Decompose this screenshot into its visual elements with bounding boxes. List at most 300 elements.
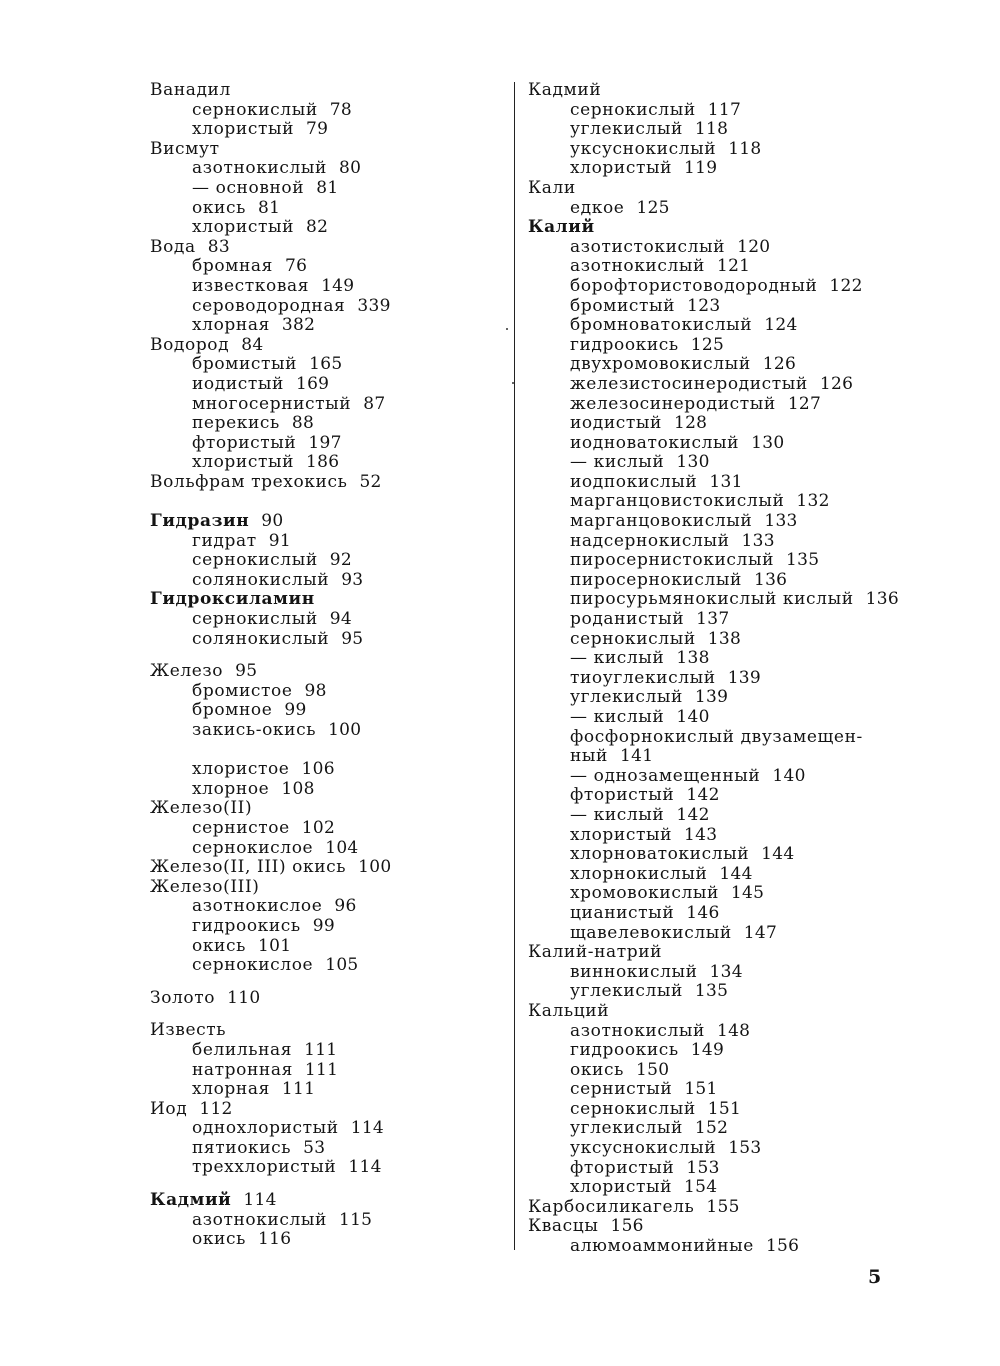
entry-term: Карбосиликагель [528,1196,695,1217]
entry-term: сернистое [192,817,290,838]
entry-page-ref: 133 [764,511,798,532]
entry-page-ref: 131 [709,471,743,492]
entry-term: бромное [192,700,273,721]
entry-page-ref: 118 [728,138,762,159]
entry-page-ref: 134 [709,961,743,982]
entry-term: уксуснокислый [570,1138,717,1159]
entry-page-ref: 118 [694,119,729,140]
index-heading [528,1217,888,1237]
index-subentry [150,1041,495,1061]
index-subentry [150,610,495,630]
entry-term: Кали [528,177,576,198]
entry-term: многосернистый [192,393,352,414]
index-subentry [528,982,888,1002]
entry-term: Известь [150,1020,227,1041]
entry-term: иодпокислый [570,471,698,492]
entry-page-ref: 81 [316,177,339,198]
entry-term: Железо(II) [150,798,253,819]
entry-term: окись [192,1229,246,1250]
entry-page-ref: 94 [329,609,353,630]
index-subentry [150,956,495,976]
entry-term: сернокислый [570,1098,696,1119]
entry-page-ref: 93 [341,569,364,590]
entry-term: хромовокислый [570,883,719,904]
entry-page-ref: 138 [707,628,742,649]
index-subentry [150,897,495,917]
entry-page-ref: 100 [358,857,392,878]
index-subentry [528,589,899,610]
entry-term: сернокислый [570,99,696,120]
index-subentry [150,434,495,454]
index-subentry [528,767,888,787]
entry-term: фтористый [192,432,297,453]
index-subentry [528,1159,888,1179]
entry-page-ref: 144 [761,844,795,865]
index-subentry [150,375,495,395]
index-subentry [528,512,888,532]
entry-page-ref: 150 [635,1059,670,1080]
index-subentry [528,257,888,277]
index-heading [150,878,495,898]
index-subentry [528,277,888,297]
entry-page-ref: 140 [676,707,710,727]
entry-term: солянокислый [192,569,330,590]
entry-term: бромная [192,256,273,277]
entry-term: углекислый [570,687,683,708]
entry-page-ref: 111 [304,1039,338,1060]
entry-page-ref: 88 [291,413,315,434]
entry-term: Калий-натрий [528,942,663,963]
entry-term: азотнокислый [570,256,705,277]
index-subentry [528,786,888,806]
entry-page-ref: 98 [304,680,327,701]
entry-term: пиросернистокислый [570,550,775,571]
index-subentry [150,917,495,937]
entry-page-ref: 126 [819,373,854,394]
entry-page-ref: 145 [730,883,765,904]
index-heading [150,1021,495,1041]
entry-page-ref: 101 [257,935,292,956]
entry-page-ref: 122 [829,275,863,296]
index-subentry [150,199,495,219]
index-heading [528,1002,888,1022]
entry-page-ref: 136 [753,569,788,590]
entry-term: едкое [570,197,625,218]
entry-page-ref: 114 [348,1157,382,1178]
entry-page-ref: 119 [684,158,718,179]
index-subentry [528,238,888,258]
entry-term: Водород [150,334,230,355]
index-subentry [528,316,888,336]
index-subentry [528,845,888,865]
print-speck [512,382,514,384]
entry-term: хлористый [192,217,295,238]
entry-term: железосинеродистый [570,393,776,414]
entry-term: азотнокислое [192,896,323,917]
entry-page-ref: 169 [295,373,330,394]
entry-term: азотистокислый [570,236,726,257]
entry-page-ref: 80 [338,158,362,179]
entry-page-ref: 110 [227,987,261,1008]
entry-term: хлористый [192,452,295,473]
entry-page-ref: 108 [281,778,315,799]
entry-term: хлорная [192,1079,270,1100]
entry-page-ref: 151 [684,1079,718,1100]
index-subentry [150,1061,495,1081]
entry-page-ref: 197 [308,432,342,453]
entry-page-ref: 141 [620,746,654,767]
entry-term: белильная [192,1039,293,1060]
entry-term: хлористое [192,759,290,780]
entry-term: Иод [150,1098,188,1119]
entry-page-ref: 96 [334,896,357,917]
print-speck [506,328,508,330]
entry-page-ref: 165 [309,354,343,375]
entry-page-ref: 146 [686,902,720,923]
index-subentry [528,297,888,317]
entry-term: Кальций [528,1000,610,1021]
entry-page-ref: 125 [690,334,725,355]
index-subentry [528,395,888,415]
entry-term: бромноватокислый [570,315,753,336]
index-subentry [150,1211,495,1231]
index-subentry [528,336,888,356]
entry-page-ref: 186 [306,452,340,473]
index-subentry [528,1100,888,1120]
entry-page-ref: 99 [284,700,307,721]
entry-term: гидроокись [570,1040,679,1061]
index-subentry [528,453,888,473]
index-subentry [528,924,888,944]
entry-term: сернокислое [192,955,314,976]
entry-page-ref: 102 [301,817,336,838]
entry-page-ref: 130 [676,452,710,473]
index-subentry [150,551,495,571]
index-subentry [528,865,888,885]
index-subentry [528,806,888,826]
index-subentry [150,297,495,317]
index-subentry [528,375,888,395]
entry-term: — кислый [570,707,665,727]
entry-term: алюмоаммонийные [570,1236,754,1257]
entry-term: гидроокись [570,334,679,355]
index-subentry [528,1022,888,1042]
index-heading [150,858,495,878]
entry-page-ref: 87 [363,393,386,414]
entry-term: треххлористый [192,1157,337,1178]
entry-term: азотнокислый [192,158,327,179]
index-subentry [150,277,495,297]
entry-term: гидрат [192,530,257,551]
entry-page-ref: 151 [707,1098,742,1119]
entry-term: Квасцы [528,1216,599,1237]
entry-term: хлористый [192,119,295,140]
entry-term: сернокислый [192,609,318,630]
entry-page-ref: 95 [341,628,364,649]
index-subentry [150,159,495,179]
page-number: 5 [868,1266,882,1288]
entry-term: двухромовокислый [570,354,751,375]
index-subentry [150,414,495,434]
entry-page-ref: 124 [764,315,798,336]
entry-page-ref: 136 [865,589,899,610]
entry-page-ref: 147 [743,922,778,943]
index-subentry [528,1061,888,1081]
entry-page-ref: 111 [304,1059,339,1080]
entry-term: однохлористый [192,1118,339,1139]
entry-term: — однозамещенный [570,765,761,786]
index-subentry [528,884,888,904]
entry-term: Калий [528,217,595,238]
index-subentry [528,610,888,630]
entry-term: бромистый [570,295,676,316]
entry-page-ref: 92 [329,550,353,571]
entry-term: Вольфрам трехокись [150,471,348,492]
entry-page-ref: 120 [737,236,771,257]
index-heading [528,943,888,963]
entry-term: хлорноватокислый [570,844,750,865]
index-heading [528,1198,888,1218]
entry-page-ref: 91 [268,530,291,551]
index-subentry [150,179,495,199]
index-heading [150,238,495,258]
entry-term: закись-окись [192,720,317,740]
index-subentry [528,1041,888,1061]
entry-term: сероводородная [192,295,346,316]
entry-page-ref: 135 [786,550,820,571]
index-heading [150,81,495,101]
entry-page-ref: 95 [235,661,258,682]
index-subentry [150,571,495,591]
entry-term: иодистый [570,413,662,434]
entry-term: Золото [150,987,216,1008]
index-heading [150,336,495,356]
index-subentry [528,473,888,493]
entry-page-ref: 137 [696,609,730,630]
entry-page-ref: 382 [281,315,316,336]
index-subentry [150,316,495,336]
index-subentry [150,780,495,800]
index-subentry [528,708,888,728]
index-subentry [528,1139,888,1159]
entry-page-ref: 104 [325,837,359,858]
entry-page-ref: 126 [762,354,797,375]
entry-term: хлористый [570,1177,673,1198]
index-subentry [528,1178,888,1198]
entry-page-ref: 143 [684,824,718,845]
index-subentry [150,701,495,721]
entry-page-ref: 111 [281,1079,316,1100]
index-heading [150,1191,495,1211]
entry-term: азотнокислый [570,1020,705,1041]
index-subentry [150,453,495,473]
index-subentry [150,1139,495,1159]
entry-term: сернокислое [192,837,314,858]
entry-term: натронная [192,1059,293,1080]
entry-page-ref: 83 [207,236,230,257]
index-subentry [528,826,888,846]
index-subentry [528,688,888,708]
entry-page-ref: 144 [719,863,753,884]
index-heading [150,512,495,532]
entry-term: железистосинеродистый [570,373,808,394]
entry-term: иодноватокислый [570,432,740,453]
entry-term: углекислый [570,1118,683,1139]
entry-page-ref: 82 [306,217,329,238]
entry-page-ref: 153 [686,1157,720,1178]
entry-page-ref: 339 [357,295,391,316]
entry-page-ref: 139 [694,687,729,708]
index-heading [528,81,888,101]
entry-page-ref: 138 [676,648,710,669]
entry-page-ref: 133 [741,530,775,551]
entry-page-ref: 114 [243,1190,277,1211]
entry-page-ref: 84 [241,334,264,355]
entry-page-ref: 116 [257,1229,292,1250]
index-subentry [528,1080,888,1100]
entry-term: фтористый [570,785,675,806]
entry-term: цианистый [570,902,675,923]
entry-term: Висмут [150,138,220,159]
index-subentry [528,669,888,689]
index-subentry [150,355,495,375]
index-heading [150,662,495,682]
index-subentry [150,101,495,121]
entry-page-ref: 156 [610,1216,644,1237]
index-subentry [150,257,495,277]
entry-term: — кислый [570,452,665,473]
entry-term: углекислый [570,981,683,1002]
entry-page-ref: 79 [306,119,329,140]
index-subentry [528,120,888,140]
index-column-right [528,80,899,1257]
index-subentry [150,218,495,238]
entry-term: окись [192,935,246,956]
entry-page-ref: 81 [257,197,281,218]
entry-term: ный [570,746,608,767]
entry-page-ref: 76 [284,256,308,277]
entry-page-ref: 90 [261,511,284,532]
index-subentry [528,904,888,924]
entry-term: — основной [192,177,305,198]
entry-page-ref: 106 [301,759,335,780]
index-heading [150,799,495,819]
index-heading [150,590,495,610]
entry-term: Железо [150,661,224,682]
index-subentry [150,1230,495,1250]
index-subentry [150,120,495,140]
entry-term: хлорнокислый [570,863,708,884]
entry-page-ref: 53 [303,1137,326,1158]
entry-term: гидроокись [192,915,301,936]
entry-term: бромистое [192,680,293,701]
index-subentry [528,532,888,552]
entry-term: Железо(III) [150,876,260,897]
entry-page-ref: 123 [687,295,721,316]
entry-page-ref: 149 [690,1040,725,1061]
entry-page-ref: 125 [636,197,670,218]
entry-page-ref: 121 [716,256,751,277]
entry-term: пиросурьмянокислый кислый [570,589,854,610]
entry-term: хлорная [192,315,270,336]
entry-term: перекись [192,413,280,434]
entry-term: роданистый [570,609,685,630]
index-subentry [528,649,888,669]
index-subentry [150,630,495,650]
entry-page-ref: 127 [787,393,822,414]
index-subentry [528,414,888,434]
entry-term: марганцовокислый [570,511,753,532]
entry-page-ref: 139 [727,667,762,688]
index-heading [150,1100,495,1120]
entry-term: борофтористоводородный [570,275,818,296]
entry-page-ref: 112 [199,1098,233,1119]
index-subentry [150,1119,495,1139]
index-subentry [528,1237,888,1257]
entry-page-ref: 130 [751,432,785,453]
entry-page-ref: 117 [707,99,742,120]
entry-term: щавелевокислый [570,922,732,943]
index-subentry [528,747,888,767]
entry-term: иодистый [192,373,284,394]
index-subentry [528,551,888,571]
entry-term: солянокислый [192,628,330,649]
entry-page-ref: 154 [684,1177,718,1198]
entry-term: сернокислый [570,628,696,649]
entry-term: углекислый [570,119,683,140]
entry-term: Ванадил [150,80,231,100]
index-subentry [150,819,495,839]
index-subentry [528,355,888,375]
index-subentry [528,1119,888,1139]
index-subentry [150,682,495,702]
index-subentry [528,434,888,454]
entry-page-ref: 78 [329,99,353,120]
index-subentry [528,199,888,219]
index-subentry [150,760,495,780]
index-subentry [150,1158,495,1178]
index-subentry [528,101,888,121]
index-subentry [528,492,888,512]
index-subentry [150,532,495,552]
entry-term: Вода [150,236,196,257]
index-heading [150,989,495,1009]
index-heading [150,473,495,493]
index-subentry [150,1080,495,1100]
entry-page-ref: 142 [676,804,710,825]
entry-term: хлористый [570,158,673,179]
index-subentry [150,721,495,741]
entry-spacer [150,741,495,761]
entry-term: сернокислый [192,99,318,120]
entry-page-ref: 140 [772,765,806,786]
index-subentry [150,395,495,415]
entry-term: хлорное [192,778,270,799]
entry-term: Железо(II, III) окись [150,857,347,878]
index-subentry [528,159,888,179]
index-subentry [528,630,888,650]
entry-page-ref: 148 [716,1020,751,1041]
entry-page-ref: 152 [694,1118,729,1139]
entry-term: хлористый [570,824,673,845]
entry-spacer [150,492,495,512]
entry-page-ref: 135 [694,981,729,1002]
index-subentry [150,839,495,859]
entry-page-ref: 155 [706,1196,740,1217]
index-subentry [528,140,888,160]
entry-page-ref: 100 [328,720,362,740]
entry-page-ref: 52 [359,471,382,492]
